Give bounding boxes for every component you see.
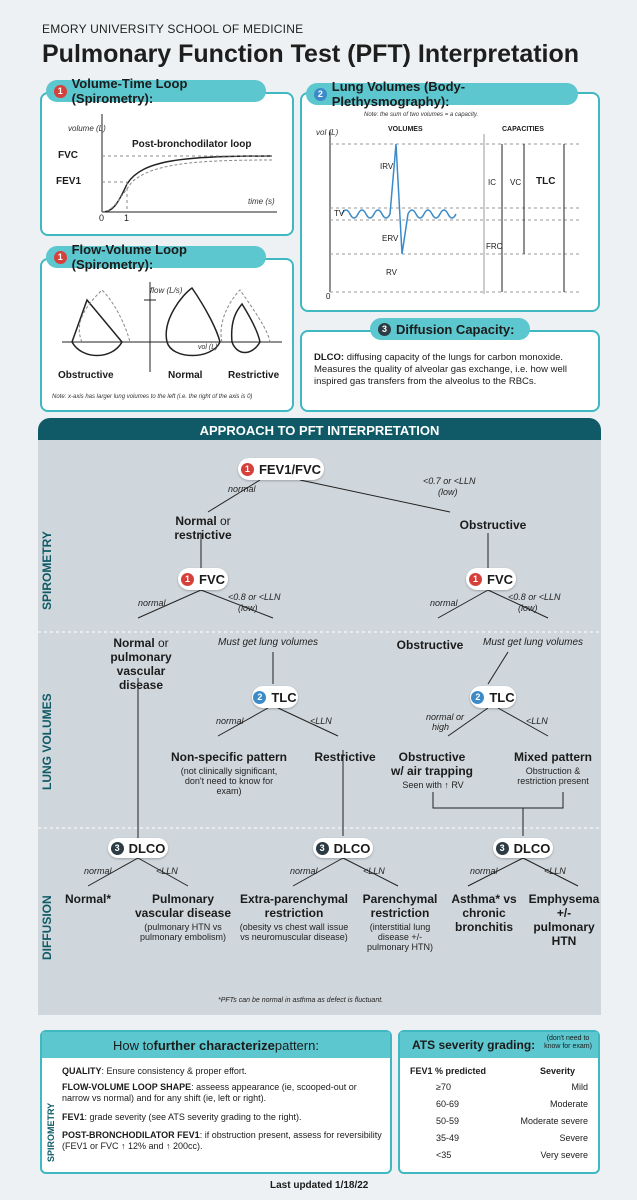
ats-box (398, 1030, 600, 1174)
label-part: Pulmonary (151, 892, 214, 906)
label-part: pulmonary (110, 650, 172, 664)
edge-lt07: <0.7 or <LLN (423, 476, 476, 486)
mixed-note: Obstruction & restriction present (517, 766, 589, 786)
approach-banner: APPROACH TO PFT INTERPRETATION (38, 418, 601, 443)
section-number-badge: 3 (111, 842, 124, 855)
label-part: Emphysema (528, 892, 600, 906)
flow-axis-label: flow (L/s) (150, 286, 183, 295)
obstructive-air-trapping (390, 750, 474, 778)
ats-range: 60-69 (436, 1099, 460, 1109)
fvc-node-left (178, 568, 228, 590)
ats-range: 50-59 (436, 1116, 460, 1126)
asthma-vs-bronchitis (444, 892, 524, 934)
item-text: : Ensure consistency & proper effort. (101, 1066, 247, 1076)
label-part: w/ air trapping (390, 764, 473, 778)
ats-severity: Moderate severe (520, 1116, 588, 1126)
edge-high: high (432, 722, 450, 732)
section-label-diffusion: DIFFUSION (40, 895, 54, 960)
tlc-node-left (252, 686, 298, 708)
obstructive-loop-label: Obstructive (58, 370, 114, 381)
volumes-header: VOLUMES (388, 126, 423, 133)
label-part: Extra-parenchymal (239, 892, 349, 906)
ats-range: <35 (436, 1150, 452, 1160)
label-part: or (158, 636, 169, 650)
nonspecific-note: (not clinically significant, don't need to know for exam) (180, 766, 278, 796)
asthma-footnote: *PFTs can be normal in asthma as defect is fluctuant. (218, 997, 384, 1004)
must-get-lung-volumes: Must get lung volumes (483, 637, 584, 648)
dlco-term: DLCO: (314, 352, 345, 363)
characterize-side-label: SPIROMETRY (46, 1102, 56, 1162)
label-part: restrictive (174, 528, 232, 542)
must-get-lung-volumes: Must get lung volumes (218, 637, 319, 648)
flow-volume-heading (46, 242, 266, 272)
label-part: bronchitis (454, 920, 513, 934)
title-part: pattern: (274, 1037, 319, 1053)
lung-volumes-graph (302, 94, 598, 310)
dlco-node-1 (108, 838, 168, 858)
label-part: or (220, 514, 231, 528)
section-label-spirometry: SPIROMETRY (40, 531, 54, 610)
tv-label: TV (334, 209, 345, 218)
zero-tick: 0 (326, 292, 331, 301)
section-number-badge: 2 (471, 691, 484, 704)
tick-0: 0 (99, 213, 105, 223)
vol-axis-label: vol (L) (198, 344, 218, 351)
section-number-badge: 1 (54, 85, 67, 98)
edge-lt08: <0.8 or <LLN (508, 592, 561, 602)
restrictive-result: Restrictive (314, 750, 376, 764)
edge-low: (low) (438, 487, 458, 497)
vol-axis-label: vol (L) (316, 128, 339, 137)
nonspecific-pattern: Non-specific pattern (170, 750, 287, 764)
section-number-badge: 1 (469, 573, 482, 586)
obstructive-result-fvc: Obstructive (396, 638, 464, 652)
item-quality (62, 1066, 382, 1077)
edge-lln: <LLN (156, 866, 178, 876)
pulmonary-vascular-disease (133, 892, 233, 920)
label-part: chronic (462, 906, 506, 920)
ats-note: (don't need to know for exam) (544, 1035, 592, 1050)
edge-normal: normal (470, 866, 498, 876)
edge-normal: normal (290, 866, 318, 876)
section-number-badge: 1 (241, 463, 254, 476)
ats-severity: Moderate (549, 1099, 588, 1109)
volume-time-title: Volume-Time Loop (Spirometry): (71, 76, 188, 106)
dlco-node-2 (313, 838, 373, 858)
edge-lln: <LLN (310, 716, 332, 726)
tick-1: 1 (124, 213, 130, 223)
label-part: Asthma* vs (451, 892, 517, 906)
vc-label: VC (510, 178, 522, 187)
ic-label: IC (488, 178, 496, 187)
ats-header (400, 1032, 598, 1058)
erv-label: ERV (382, 234, 399, 243)
last-updated: Last updated 1/18/22 (270, 1180, 369, 1191)
label-part: HTN (551, 934, 577, 948)
dlco-description (314, 352, 588, 388)
edge-low: (low) (518, 603, 538, 613)
section-number-badge: 3 (378, 323, 391, 336)
item-text: : if obstruction present, assess for reversibility (FEV1 or FVC ↑ 12% and ↑ 200cc). (62, 1130, 382, 1151)
obstructive-result: Obstructive (459, 518, 527, 532)
capacity-note: Note: the sum of two volumes = a capacity. (364, 112, 479, 118)
item-fev1 (62, 1112, 382, 1123)
ats-severity: Very severe (540, 1150, 588, 1160)
rv-label: RV (386, 268, 397, 277)
emphysema-result (526, 892, 602, 948)
item-term: FLOW-VOLUME LOOP SHAPE (62, 1082, 192, 1092)
characterize-header (42, 1032, 390, 1058)
pvd-note: (pulmonary HTN vs pulmonary embolism) (139, 922, 227, 942)
tlc-label: TLC (271, 689, 297, 705)
volume-axis-label: volume (L) (68, 124, 106, 133)
label-part: Normal (113, 636, 155, 650)
item-flow-volume-shape (62, 1082, 382, 1104)
air-trapping-note: Seen with ↑ RV (402, 780, 464, 790)
extra-note: (obesity vs chest wall issue vs neuromuscular disease) (239, 922, 349, 942)
edge-lln: <LLN (526, 716, 548, 726)
edge-lln: <LLN (544, 866, 566, 876)
capacities-header: CAPACITIES (502, 126, 544, 133)
fvc-label: FVC (487, 571, 513, 587)
title-part: How to (113, 1037, 154, 1053)
dlco-label: DLCO (513, 840, 551, 856)
ats-range: ≥70 (436, 1082, 451, 1092)
fvc-node-right (466, 568, 516, 590)
flow-volume-title: Flow-Volume Loop (Spirometry): (71, 242, 187, 272)
diffusion-panel (300, 330, 600, 412)
dlco-node-3 (493, 838, 553, 858)
normal-or-restrictive (163, 514, 243, 542)
extra-parenchymal-restriction (234, 892, 354, 920)
page-title: Pulmonary Function Test (PFT) Interpretation (42, 40, 580, 68)
ats-col-fev1: FEV1 % predicted (410, 1066, 487, 1076)
label-part: restriction (370, 906, 430, 920)
section-label-lung-volumes: LUNG VOLUMES (40, 693, 54, 790)
dlco-definition: diffusing capacity of the lungs for carbon monoxide. Measures the quality of alveolar gas exchange, i.e. how well inspired gas transfers from the alveolus to the RBCs. (314, 352, 567, 387)
ats-title: ATS severity grading: (412, 1038, 536, 1052)
frc-label: FRC (486, 242, 503, 251)
edge-lt08: <0.8 or <LLN (228, 592, 281, 602)
section-number-badge: 1 (181, 573, 194, 586)
fev1-label: FEV1 (56, 176, 82, 187)
fvc-label: FVC (199, 571, 225, 587)
label-part: +/- pulmonary (533, 906, 595, 934)
item-text: : grade severity (see ATS severity grading to the right). (84, 1112, 302, 1122)
label-part: Parenchymal (362, 892, 438, 906)
label-part: Normal (175, 514, 217, 528)
tlc-label: TLC (536, 176, 556, 187)
label-part: vascular disease (134, 906, 232, 920)
section-number-badge: 2 (253, 691, 266, 704)
section-number-badge: 2 (314, 88, 327, 101)
item-term: FEV1 (62, 1112, 85, 1122)
section-number-badge: 1 (54, 251, 67, 264)
fev1-fvc-node (238, 458, 324, 480)
ats-range: 35-49 (436, 1133, 460, 1143)
edge-normal: normal (84, 866, 112, 876)
volume-time-heading (46, 76, 266, 106)
label-part: restriction (264, 906, 324, 920)
lung-volumes-panel (300, 92, 600, 312)
normal-star-result: Normal* (64, 892, 111, 906)
ats-severity: Severe (559, 1133, 588, 1143)
normal-loop-label: Normal (168, 370, 203, 381)
edge-normal: normal (430, 598, 458, 608)
volume-time-graph (42, 94, 292, 234)
mixed-pattern: Mixed pattern (513, 750, 592, 764)
section-number-badge: 3 (316, 842, 329, 855)
post-bronchodilator-label: Post-bronchodilator loop (132, 139, 252, 150)
edge-normal: normal (138, 598, 166, 608)
dlco-label: DLCO (333, 840, 371, 856)
institution-name: EMORY UNIVERSITY SCHOOL OF MEDICINE (42, 22, 304, 36)
diffusion-title: Diffusion Capacity: (396, 321, 515, 337)
restrictive-loop-label: Restrictive (228, 370, 280, 381)
time-axis-label: time (s) (248, 197, 275, 206)
item-post-bronchodilator (62, 1130, 382, 1152)
item-text: : asseess appearance (ie, scooped-out or narrow vs normal) and for any shift (ie, left or right). (62, 1082, 357, 1103)
item-term: POST-BRONCHODILATOR FEV1 (62, 1130, 200, 1140)
ats-severity: Mild (571, 1082, 588, 1092)
fev1-fvc-label: FEV1/FVC (258, 461, 322, 477)
fvc-label: FVC (58, 150, 78, 161)
normal-or-pulm-vascular (96, 636, 186, 692)
parenchymal-note: (interstitial lung disease +/- pulmonary HTN) (366, 922, 433, 952)
flow-volume-graphs (42, 260, 292, 410)
title-part: further characterize (153, 1037, 275, 1053)
edge-lln: <LLN (363, 866, 385, 876)
edge-normal: normal (216, 716, 244, 726)
edge-normal: normal (228, 484, 256, 494)
section-number-badge: 3 (496, 842, 509, 855)
lung-volumes-title: Lung Volumes (Body-Plethysmography): (331, 79, 466, 109)
tlc-label: TLC (489, 689, 515, 705)
edge-low: (low) (238, 603, 258, 613)
volume-time-panel (40, 92, 294, 236)
irv-label: IRV (380, 162, 394, 171)
parenchymal-restriction (360, 892, 440, 920)
diffusion-heading (370, 318, 530, 340)
edge-normal-or: normal or (426, 712, 465, 722)
characterize-box (40, 1030, 392, 1174)
ats-col-severity: Severity (540, 1066, 576, 1076)
flow-volume-note: Note: x-axis has larger lung volumes to the left (i.e. the right of the axis is 0) (52, 394, 253, 400)
label-part: vascular disease (116, 664, 166, 692)
lung-volumes-heading (306, 79, 578, 109)
dlco-label: DLCO (128, 840, 166, 856)
item-term: QUALITY (62, 1066, 102, 1076)
decision-tree (38, 440, 601, 1015)
tlc-node-right (470, 686, 516, 708)
flow-volume-panel (40, 258, 294, 412)
label-part: Obstructive (398, 750, 466, 764)
